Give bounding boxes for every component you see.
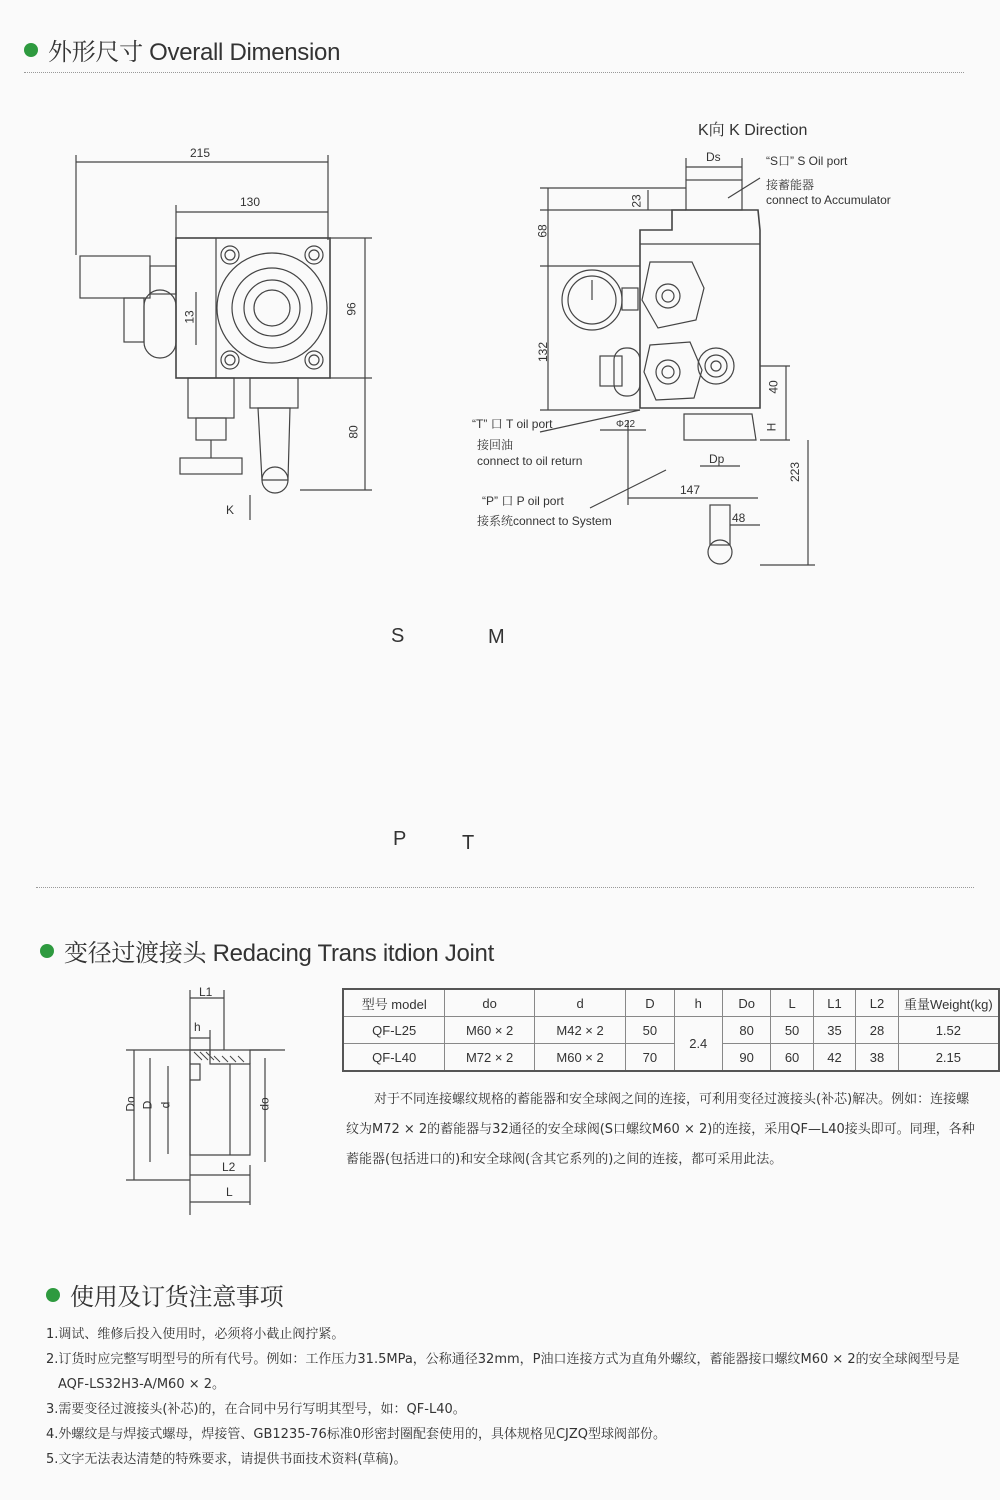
- k-direction-label: K向 K Direction: [698, 122, 808, 139]
- dp-label: Dp: [709, 452, 725, 466]
- joint-l1: L1: [199, 985, 213, 999]
- table-header: Do: [722, 989, 770, 1017]
- table-cell: QF-L40: [343, 1044, 445, 1072]
- dim-80: 80: [346, 425, 361, 439]
- table-header: D: [626, 989, 674, 1017]
- spec-table: [342, 988, 1000, 1072]
- table-cell: 90: [722, 1044, 770, 1072]
- table-cell: 1.52: [898, 1017, 999, 1044]
- table-header: L2: [856, 989, 898, 1017]
- s-port-en: connect to Accumulator: [766, 193, 891, 207]
- s-port-label: “S口” S Oil port: [766, 154, 848, 168]
- t-port-en: connect to oil return: [477, 454, 583, 468]
- divider: [36, 887, 974, 888]
- phi22-label: Φ22: [616, 419, 636, 430]
- dim-132: 132: [536, 341, 551, 363]
- dim-h: H: [764, 422, 779, 432]
- table-header: do: [445, 989, 534, 1017]
- dim-130: 130: [240, 195, 261, 209]
- dim-48: 48: [732, 511, 746, 525]
- dim-40: 40: [766, 380, 781, 394]
- section-header-notes: [46, 1277, 283, 1312]
- dim-147: 147: [680, 483, 701, 497]
- table-cell: 35: [813, 1017, 855, 1044]
- joint-do-right: do: [257, 1097, 272, 1111]
- table-cell: M42 × 2: [534, 1017, 625, 1044]
- note-item: 3.需要变径过渡接头(补芯)的，在合同中另行写明其型号，如：QF-L40。: [46, 1402, 466, 1417]
- table-header-row: [343, 989, 999, 1017]
- joint-h: h: [194, 1020, 201, 1034]
- table-header: L1: [813, 989, 855, 1017]
- schematic-s: S: [391, 625, 405, 647]
- table-cell: 70: [626, 1044, 674, 1072]
- table-header: d: [534, 989, 625, 1017]
- t-port-label: “T” 口 T oil port: [472, 417, 553, 431]
- section-title: 使用及订货注意事项: [70, 1284, 284, 1311]
- joint-d-big: D: [140, 1100, 155, 1110]
- table-cell: 80: [722, 1017, 770, 1044]
- note-item: 2.订货时应完整写明型号的所有代号。例如：工作压力31.5MPa，公称通径32mm，P油口连接方式为直角外螺纹，蓄能器接口螺纹M60 × 2的安全球阀型号是: [46, 1352, 960, 1367]
- table-header: L: [771, 989, 813, 1017]
- joint-d-small: d: [158, 1101, 173, 1109]
- table-header: 型号 model: [343, 989, 445, 1017]
- table-row: [343, 1017, 999, 1044]
- dim-223: 223: [788, 461, 803, 483]
- dim-23: 23: [629, 194, 644, 208]
- joint-description: 对于不同连接螺纹规格的蓄能器和安全球阀之间的连接，可利用变径过渡接头(补芯)解决。例如：连接螺纹为M72 × 2的蓄能器与32通径的安全球阀(S口螺纹M60 × 2)的连接，采用QF—L40接头即可。同理，各种蓄能器(包括进口的)和安全球阀(含其它系列的)之间的连接，都可采用此法。: [346, 1092, 975, 1167]
- table-cell: M60 × 2: [445, 1017, 534, 1044]
- section-header-joint: [40, 933, 494, 968]
- table-cell: QF-L25: [343, 1017, 445, 1044]
- note-item: 5.文字无法表达清楚的特殊要求，请提供书面技术资料(草稿)。: [46, 1452, 407, 1467]
- note-item: AQF-LS32H3-A/M60 × 2。: [58, 1377, 226, 1392]
- ds-label: Ds: [706, 150, 721, 164]
- table-cell: 50: [626, 1017, 674, 1044]
- bullet-icon: [46, 1288, 60, 1302]
- schematic-t: T: [462, 832, 475, 854]
- k-mark: K: [226, 503, 235, 517]
- note-item: 1.调试、维修后投入使用时，必须将小截止阀拧紧。: [46, 1327, 345, 1342]
- joint-do-left: Do: [123, 1096, 138, 1112]
- joint-l: L: [226, 1185, 233, 1199]
- t-port-cn: 接回油: [477, 438, 514, 452]
- table-header: h: [674, 989, 722, 1017]
- table-row: [343, 1044, 999, 1072]
- dim-96: 96: [344, 302, 359, 316]
- bullet-icon: [40, 944, 54, 958]
- table-cell: 60: [771, 1044, 813, 1072]
- section-title: 外形尺寸 Overall Dimension: [48, 39, 341, 66]
- dim-68: 68: [535, 224, 550, 238]
- table-cell: 2.4: [674, 1017, 722, 1072]
- table-cell: 38: [856, 1044, 898, 1072]
- p-port-en: 接系统connect to System: [477, 514, 612, 528]
- table-cell: M60 × 2: [534, 1044, 625, 1072]
- table-cell: M72 × 2: [445, 1044, 534, 1072]
- note-item: 4.外螺纹是与焊接式螺母，焊接管、GB1235-76标准0形密封圈配套使用的，具体规格见CJZQ型球阀部份。: [46, 1427, 667, 1442]
- table-cell: 42: [813, 1044, 855, 1072]
- schematic-p: P: [393, 828, 407, 850]
- table-cell: 28: [856, 1017, 898, 1044]
- dim-13: 13: [182, 310, 197, 324]
- joint-l2: L2: [222, 1160, 236, 1174]
- table-cell: 2.15: [898, 1044, 999, 1072]
- section-title: 变径过渡接头 Redacing Trans itdion Joint: [64, 940, 494, 967]
- table-cell: 50: [771, 1017, 813, 1044]
- s-port-cn: 接蓄能器: [766, 178, 815, 192]
- dim-215: 215: [190, 146, 211, 160]
- schematic-m: M: [488, 626, 505, 648]
- notes-list: [46, 1322, 986, 1472]
- overall-dimension-drawing: [0, 0, 1000, 600]
- table-header: 重量Weight(kg): [898, 989, 999, 1017]
- p-port-label: “P” 口 P oil port: [482, 494, 564, 508]
